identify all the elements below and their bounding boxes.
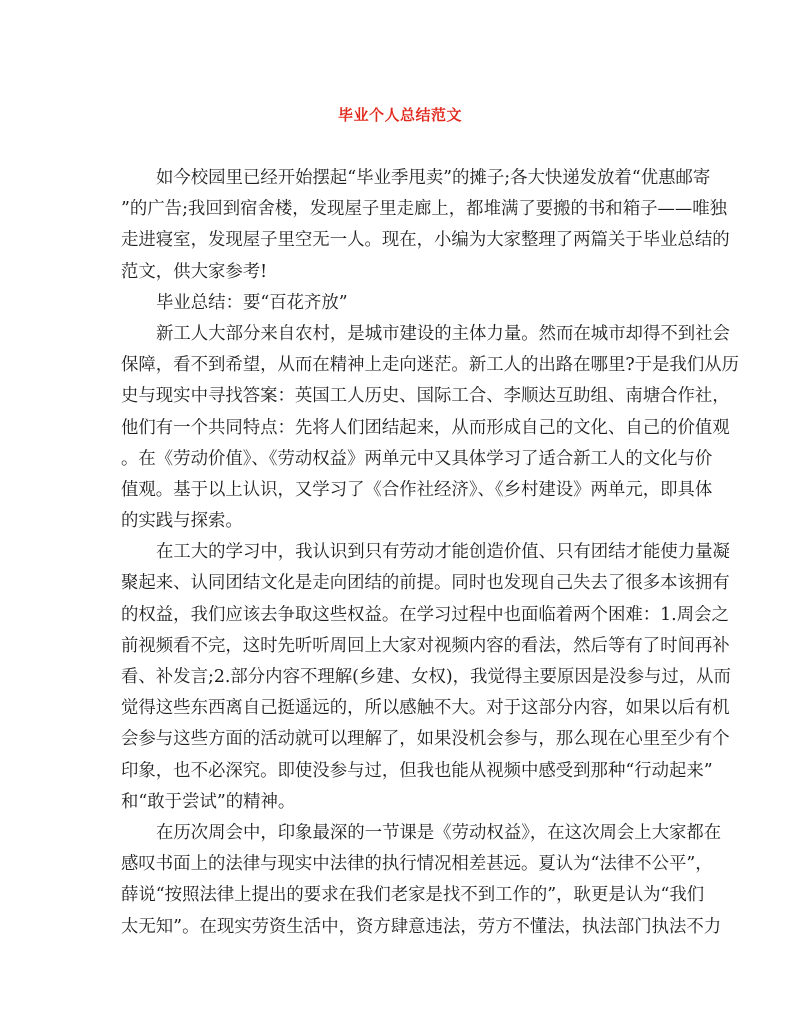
text-line: 聚起来、认同团结文化是走向团结的前提。同时也发现自己失去了很多本该拥有 (121, 573, 730, 594)
text-line: 他们有一个共同特点：先将人们团结起来，从而形成自己的文化、自己的价值观 (121, 417, 730, 438)
text-line: 在历次周会中，印象最深的一节课是《劳动权益》，在这次周会上大家都在 (156, 822, 722, 843)
paragraph-weekly-meeting (121, 818, 722, 943)
text-line: 印象，也不必深究。即使没参与过，但我也能从视频中感受到那种“行动起来” (121, 760, 713, 781)
text-line: 如今校园里已经开始摆起“毕业季甩卖”的摊子;各大快递发放着“优惠邮寄 (156, 168, 711, 188)
text-line: 保障，看不到希望，从而在精神上走向迷茫。新工人的出路在哪里?于是我们从历 (121, 355, 739, 376)
paragraph-new-workers (121, 319, 739, 537)
document-body (121, 163, 739, 943)
text-line: ”的广告;我回到宿舍楼，发现屋子里走廊上，都堆满了要搬的书和箱子——唯独 (121, 199, 728, 220)
text-line: 太无知”。在现实劳资生活中，资方肆意违法，劳方不懂法，执法部门执法不力 (121, 916, 722, 937)
text-line: 史与现实中寻找答案：英国工人历史、国际工合、李顺达互助组、南塘合作社， (121, 386, 730, 407)
section-heading: 毕业总结：要“百花齐放” (156, 292, 348, 313)
text-line: 新工人大部分来自农村，是城市建设的主体力量。然而在城市却得不到社会 (156, 323, 730, 344)
text-line: 觉得这些东西离自己挺遥远的，所以感触不大。对于这部分内容，如果以后有机 (121, 698, 730, 719)
paragraph-subheading (121, 288, 681, 319)
text-line: 和“敢于尝试”的精神。 (121, 791, 296, 812)
text-line: 前视频看不完，这时先听听周回上大家对视频内容的看法，然后等有了时间再补 (121, 635, 730, 656)
text-line: 看、补发言;2.部分内容不理解(乡建、女权)，我觉得主要原因是没参与过，从而 (121, 667, 731, 687)
text-line: 感叹书面上的法律与现实中法律的执行情况相差甚远。夏认为“法律不公平”， (121, 854, 713, 875)
text-line: 值观。基于以上认识，又学习了《合作社经济》、《乡村建设》两单元，即具体 (121, 479, 713, 500)
text-line: 范文，供大家参考! (121, 261, 268, 282)
paragraph-study (121, 537, 731, 818)
text-line: 会参与这些方面的活动就可以理解了，如果没机会参与，那么现在心里至少有个 (121, 729, 730, 750)
text-line: 的权益，我们应该去争取这些权益。在学习过程中也面临着两个困难：1.周会之 (121, 604, 729, 625)
text-line: 走进寝室，发现屋子里空无一人。现在，小编为大家整理了两篇关于毕业总结的 (121, 230, 730, 251)
text-line: 。在《劳动价值》、《劳动权益》两单元中又具体学习了适合新工人的文化与价 (121, 448, 713, 469)
text-line: 薛说“按照法律上提出的要求在我们老家是找不到工作的”，耿更是认为“我们 (121, 885, 705, 906)
paragraph-intro (121, 163, 730, 288)
text-line: 在工大的学习中，我认识到只有劳动才能创造价值、只有团结才能使力量凝 (156, 542, 730, 563)
document-title: 毕业个人总结范文 (337, 106, 462, 124)
text-line: 的实践与探索。 (121, 511, 243, 532)
